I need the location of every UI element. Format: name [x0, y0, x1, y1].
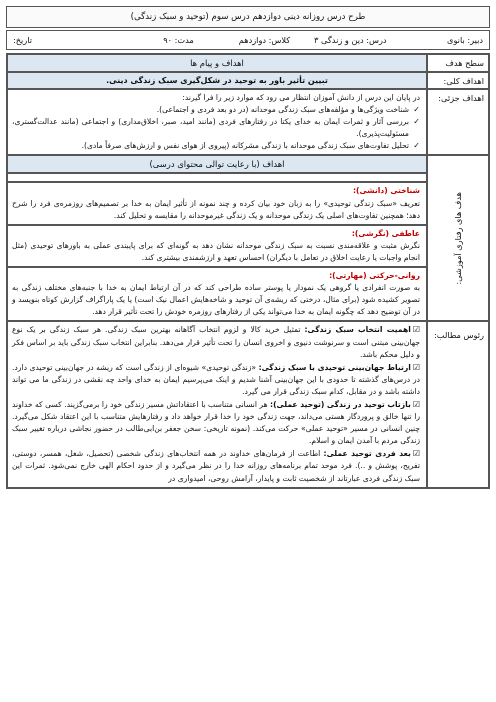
teacher-field: دبیر: بانوی	[447, 35, 483, 45]
affective-title: عاطفی (نگرشی):	[351, 228, 420, 238]
heading-lead: بعد فردی توحید عملی:	[323, 449, 411, 459]
page-title-text: طرح درس روزانه دینی دوازدهم درس سوم (توحید و سبک زندگی)	[130, 12, 366, 22]
heading-lead: بازتاب توحید در زندگی (توحید عملی):	[270, 399, 411, 409]
partial-goals-row	[7, 89, 489, 155]
goals-header-row	[7, 54, 489, 72]
affective-block	[7, 225, 427, 267]
overall-goal-text: تبیین تأثیر باور به توحید در شکل‌گیری سبک زندگی دینی.	[7, 72, 427, 89]
list-item	[12, 399, 420, 447]
affective-text: نگرش مثبت و علاقه‌مندی نسبت به سبک زندگی موحدانه نشان دهد به گونه‌ای که برای پایبندی عملی به باورهای توحیدی (مثل انجام واجبات یا رعایت اخلاق در تعامل با دیگران) احساس تعهد و ارزشمندی بیشتری کند.	[12, 240, 420, 262]
heading-text: هر انسانی متناسب با اعتقاداتش مسیر زندگی خود را برمی‌گزیند. کسی که خداوند را تنها خالق و پروردگار هستی می‌داند، جهت زندگی خود را خدا قرار خواهد داد و رفتارهایش متناسب با این اعتقاد شکل می‌گیرد. چنین انسانی در مسیر «توحید عملی» حرکت می‌کند. (نمونه تاریخی: سخن جعفر بن‌ابی‌طالب در حضور نجاشی درباره تغییر سبک زندگی مردم با آمدن ایمان و اسلام.	[12, 399, 420, 446]
page-title	[6, 6, 490, 28]
headings-content	[7, 321, 427, 487]
headings-row	[7, 321, 489, 487]
partial-goals-list	[12, 104, 420, 152]
date-field: تاریخ:	[12, 35, 33, 45]
spacer-cell	[7, 173, 427, 182]
heading-lead: ارتباط جهان‌بینی توحیدی با سبک زندگی:	[258, 362, 411, 372]
heading-text: «زندگی توحیدی» شیوه‌ای از زندگی است که ریشه در جهان‌بینی توحیدی دارد. در درس‌های گذشته تا حدودی با این جهان‌بینی آشنا شدیم و اینک می‌پرسیم ایمان به خدای واحد چه نقشی در زندگی ما می تواند داشته باشد و در مقابل، کدام سبک زندگی قرار می گیرد.	[12, 362, 420, 396]
grade-field: کلاس: دوازدهم	[238, 35, 291, 45]
overall-goal-row	[7, 72, 489, 89]
list-item	[12, 362, 420, 398]
heading-lead: اهمیت انتخاب سبک زندگی:	[304, 325, 411, 335]
goals-header-title: اهداف و پیام ها	[7, 54, 427, 72]
plan-table	[6, 53, 490, 489]
psychomotor-block	[7, 267, 427, 321]
overall-goal-label: اهداف کلی:	[427, 72, 489, 89]
checkbox-icon: ☑	[412, 362, 421, 372]
behavioral-goals-row	[7, 155, 489, 321]
heading-text: تمثیل خرید کالا و لزوم انتخاب آگاهانه بهترین سبک زندگی. هر سبک زندگی بر یک نوع جهان‌بینی مبتنی است و سرنوشت دنیوی و اخروی انسان را تحت تأثیر قرار می‌دهد. بنابراین انتخاب سبک زندگی باید بر اساس فکر و دلیل محکم باشد.	[12, 325, 420, 359]
cognitive-title: شناختی (دانشی):	[352, 186, 420, 196]
list-item: ✓ تحلیل تفاوت‌های سبک زندگی موحدانه با زندگی مشرکانه (پیروی از هوای نفس و ارزش‌های صرفاً مادی).	[12, 140, 420, 152]
info-row	[6, 30, 490, 50]
partial-goals-label: اهداف جزئی:	[427, 89, 489, 155]
checkbox-icon: ☑	[412, 325, 420, 335]
cognitive-text: تعریف «سبک زندگی توحیدی» را به زبان خود بیان کرده و چند نمونه از تأثیر ایمان به خدا بر تصمیم‌های روزمره‌ی فرد را شرح دهد؛ همچنین تفاوت‌های اصلی یک زندگی موحدانه و یک زندگی غیرموحدانه را مقایسه و تحلیل کند.	[12, 198, 420, 220]
cognitive-block	[7, 182, 427, 224]
checkbox-icon: ☑	[412, 449, 420, 459]
behavioral-goals-head: اهداف (با رعایت توالی محتوای درسی)	[7, 155, 427, 173]
partial-goals-intro: در پایان این درس از دانش آموزان انتظار می رود که موارد زیر را فرا گیرند:	[182, 93, 420, 102]
checkbox-icon: ☑	[412, 399, 420, 409]
headings-label: رئوس مطالب:	[427, 321, 489, 487]
behavioral-side-cell	[427, 155, 489, 321]
list-item	[12, 324, 420, 360]
psychomotor-text: به صورت انفرادی یا گروهی یک نمودار یا پوستر ساده طراحی کند که در آن ارتباط ایمان به خدا با جنبه‌های مختلف زندگی به تصویر کشیده شود (برای مثال، درختی که ریشه‌ی آن توحید و شاخه‌هایش اعمال نیک است) یا یک پاراگراف گزارش کوتاه بنویسد و در آن توضیح دهد که چگونه ایمان به خدا می‌تواند یکی از رفتارهای روزمره خودش را تحت تأثیر قرار دهد.	[12, 283, 420, 317]
lesson-plan-page	[6, 6, 490, 489]
psychomotor-title: روانی-حرکتی (مهارتی):	[329, 271, 420, 281]
list-item: ✓ بررسی آثار و ثمرات ایمان به خدای یکتا در رفتارهای فردی (مانند امید، صبر، اخلاق‌مداری) و اجتماعی (مانند عدالت‌گستری، مسئولیت‌پذیری).	[12, 116, 420, 140]
lesson-field: درس: دین و زندگی ۳	[314, 35, 387, 45]
list-item: ✓ شناخت ویژگی‌ها و مؤلفه‌های سبک زندگی موحدانه (در دو بعد فردی و اجتماعی).	[12, 104, 420, 116]
goal-level-label: سطح هدف	[427, 54, 489, 72]
behavioral-side-label: هدف های رفتاری آموزشی:	[453, 192, 463, 285]
behavioral-goals-body	[7, 155, 427, 321]
list-item	[12, 448, 420, 484]
heading-text: اطاعت از فرمان‌های خداوند در همه انتخاب‌های زندگی شخصی (تحصیل، شغل، همسر، دوستی، تفریح، پوشش و ..). فرد موحد تمام برنامه‌های روزانه خدا را در نظر می‌گیرد و از حدود احکام الهی خارج نمی‌شود. ثمرات این سبک زندگی فردی عبارتاند از شخصیت ثابت و پایدار، آرامش روحی، امیدواری در	[12, 449, 420, 483]
duration-field: مدت: ۹۰	[163, 35, 194, 45]
partial-goals-content	[7, 89, 427, 155]
